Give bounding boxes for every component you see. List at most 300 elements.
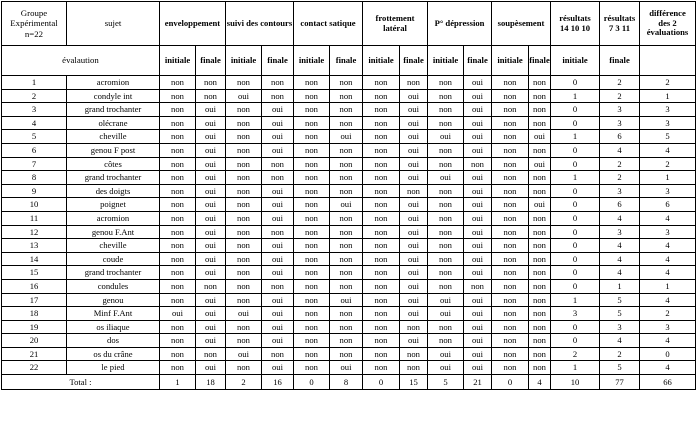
result-initial-cell: 0: [551, 76, 600, 90]
evaluation-cell: non: [400, 361, 428, 375]
evaluation-cell: non: [363, 130, 400, 144]
evaluation-cell: oui: [464, 211, 492, 225]
total-cell: 4: [529, 375, 551, 390]
evaluation-cell: oui: [196, 252, 226, 266]
evaluation-cell: non: [294, 293, 330, 307]
evaluation-cell: non: [492, 239, 529, 253]
evaluation-cell: oui: [529, 157, 551, 171]
evaluation-cell: non: [294, 171, 330, 185]
total-cell: 18: [196, 375, 226, 390]
evaluation-cell: oui: [262, 307, 294, 321]
result-initial-cell: 1: [551, 130, 600, 144]
evaluation-cell: oui: [262, 211, 294, 225]
subject-header: sujet: [67, 2, 160, 46]
evaluation-cell: non: [330, 211, 363, 225]
evaluation-cell: oui: [262, 130, 294, 144]
row-number-cell: 6: [2, 143, 67, 157]
subject-cell: genou: [67, 293, 160, 307]
evaluation-cell: non: [363, 239, 400, 253]
evaluation-cell: oui: [196, 116, 226, 130]
evaluation-cell: non: [330, 157, 363, 171]
evaluation-cell: oui: [428, 171, 464, 185]
evaluation-cell: non: [492, 89, 529, 103]
phase-initiale: initiale: [226, 46, 262, 76]
evaluation-cell: oui: [330, 361, 363, 375]
table-row: [2, 252, 696, 266]
result-initial-cell: 0: [551, 211, 600, 225]
evaluation-cell: non: [330, 184, 363, 198]
phase-finale: finale: [330, 46, 363, 76]
evaluation-cell: non: [160, 347, 196, 361]
evaluation-cell: non: [428, 320, 464, 334]
evaluation-cell: non: [363, 266, 400, 280]
evaluation-cell: non: [330, 116, 363, 130]
result-final-cell: 5: [600, 361, 640, 375]
table-row: [2, 225, 696, 239]
evaluation-cell: non: [428, 279, 464, 293]
result-initial-cell: 0: [551, 279, 600, 293]
evaluation-cell: non: [160, 198, 196, 212]
phase-finale: finale: [262, 46, 294, 76]
evaluation-cell: non: [363, 76, 400, 90]
evaluation-cell: non: [226, 225, 262, 239]
table-row: [2, 130, 696, 144]
evaluation-cell: non: [363, 143, 400, 157]
evaluation-cell: oui: [330, 130, 363, 144]
result-initial-cell: 1: [551, 89, 600, 103]
subject-cell: dos: [67, 334, 160, 348]
evaluation-cell: oui: [464, 184, 492, 198]
evaluation-cell: oui: [464, 103, 492, 117]
test-header-contact-satique: contact satique: [294, 2, 363, 46]
evaluation-cell: non: [363, 171, 400, 185]
evaluation-cell: oui: [226, 347, 262, 361]
header-row-phases: [2, 46, 696, 76]
group-header: Groupe Expérimental n=22: [2, 2, 67, 46]
evaluation-cell: oui: [464, 239, 492, 253]
evaluation-cell: non: [330, 347, 363, 361]
evaluation-cell: non: [492, 76, 529, 90]
evaluation-cell: non: [160, 211, 196, 225]
evaluation-cell: non: [294, 89, 330, 103]
difference-header: différence des 2 évaluations: [640, 2, 696, 46]
evaluation-cell: oui: [196, 307, 226, 321]
evaluation-cell: non: [160, 239, 196, 253]
evaluation-cell: non: [262, 225, 294, 239]
row-number-cell: 15: [2, 266, 67, 280]
test-header-suivi-des-contours: suivi des contours: [226, 2, 294, 46]
evaluation-cell: non: [492, 157, 529, 171]
difference-cell: 3: [640, 320, 696, 334]
result-initial-cell: 0: [551, 334, 600, 348]
evaluation-cell: non: [363, 307, 400, 321]
total-cell: 8: [330, 375, 363, 390]
evaluation-cell: non: [492, 184, 529, 198]
evaluation-header: évalaution: [2, 46, 160, 76]
result-final-cell: 6: [600, 198, 640, 212]
subject-cell: condyle int: [67, 89, 160, 103]
evaluation-cell: oui: [529, 198, 551, 212]
evaluation-cell: oui: [428, 307, 464, 321]
table-row: [2, 198, 696, 212]
difference-cell: 3: [640, 225, 696, 239]
result-final-cell: 2: [600, 171, 640, 185]
evaluation-cell: non: [262, 89, 294, 103]
evaluation-cell: non: [160, 225, 196, 239]
result-initial-cell: 0: [551, 225, 600, 239]
row-number-cell: 18: [2, 307, 67, 321]
evaluation-cell: non: [330, 266, 363, 280]
evaluation-cell: oui: [400, 279, 428, 293]
evaluation-cell: non: [492, 252, 529, 266]
evaluation-cell: non: [226, 157, 262, 171]
evaluation-cell: non: [226, 198, 262, 212]
evaluation-cell: non: [262, 279, 294, 293]
evaluation-cell: non: [529, 320, 551, 334]
evaluation-cell: non: [400, 76, 428, 90]
evaluation-cell: non: [294, 252, 330, 266]
evaluation-cell: non: [294, 116, 330, 130]
evaluation-cell: non: [262, 347, 294, 361]
subject-cell: Minf F.Ant: [67, 307, 160, 321]
result-final-cell: 4: [600, 252, 640, 266]
evaluation-cell: oui: [464, 225, 492, 239]
result-final-cell: 4: [600, 239, 640, 253]
table-row: [2, 266, 696, 280]
evaluation-table: [1, 1, 696, 390]
test-header-enveloppement: enveloppement: [160, 2, 226, 46]
test-header-soupesement: soupèsement: [492, 2, 551, 46]
evaluation-cell: oui: [428, 293, 464, 307]
evaluation-cell: non: [428, 76, 464, 90]
evaluation-cell: oui: [262, 184, 294, 198]
result-final-cell: 5: [600, 293, 640, 307]
row-number-cell: 2: [2, 89, 67, 103]
evaluation-cell: non: [428, 157, 464, 171]
evaluation-cell: non: [160, 320, 196, 334]
evaluation-cell: non: [226, 266, 262, 280]
subject-cell: genou F post: [67, 143, 160, 157]
row-number-cell: 22: [2, 361, 67, 375]
evaluation-cell: non: [160, 279, 196, 293]
evaluation-cell: oui: [464, 334, 492, 348]
table-row: [2, 320, 696, 334]
evaluation-cell: oui: [196, 239, 226, 253]
subject-cell: des doigts: [67, 184, 160, 198]
evaluation-cell: non: [330, 252, 363, 266]
row-number-cell: 13: [2, 239, 67, 253]
evaluation-cell: oui: [400, 143, 428, 157]
evaluation-cell: non: [529, 116, 551, 130]
evaluation-cell: non: [226, 76, 262, 90]
evaluation-cell: oui: [262, 252, 294, 266]
subject-cell: cheville: [67, 130, 160, 144]
evaluation-cell: non: [262, 157, 294, 171]
difference-cell: 4: [640, 361, 696, 375]
subject-cell: coude: [67, 252, 160, 266]
total-result-final: 77: [600, 375, 640, 390]
evaluation-cell: non: [529, 211, 551, 225]
evaluation-cell: oui: [226, 89, 262, 103]
row-number-cell: 12: [2, 225, 67, 239]
difference-cell: 4: [640, 239, 696, 253]
evaluation-cell: oui: [464, 361, 492, 375]
evaluation-cell: non: [363, 320, 400, 334]
evaluation-cell: oui: [400, 89, 428, 103]
evaluation-cell: non: [363, 361, 400, 375]
evaluation-cell: non: [428, 198, 464, 212]
phase-initiale: initiale: [160, 46, 196, 76]
subject-cell: acromion: [67, 211, 160, 225]
table-row: [2, 361, 696, 375]
table-row: [2, 157, 696, 171]
evaluation-cell: non: [160, 130, 196, 144]
evaluation-cell: non: [226, 252, 262, 266]
evaluation-cell: oui: [400, 307, 428, 321]
result-final-cell: 4: [600, 143, 640, 157]
difference-cell: 3: [640, 116, 696, 130]
evaluation-cell: non: [226, 184, 262, 198]
evaluation-cell: oui: [400, 334, 428, 348]
evaluation-cell: oui: [464, 89, 492, 103]
table-row: [2, 76, 696, 90]
subject-cell: os du crâne: [67, 347, 160, 361]
table-row: [2, 293, 696, 307]
phase-finale: finale: [464, 46, 492, 76]
row-number-cell: 10: [2, 198, 67, 212]
total-difference: 66: [640, 375, 696, 390]
table-row: [2, 171, 696, 185]
evaluation-cell: oui: [400, 252, 428, 266]
evaluation-cell: non: [294, 225, 330, 239]
evaluation-cell: non: [529, 184, 551, 198]
phase-finale: finale: [400, 46, 428, 76]
evaluation-cell: non: [529, 361, 551, 375]
evaluation-cell: oui: [529, 130, 551, 144]
evaluation-cell: non: [294, 307, 330, 321]
difference-cell: 4: [640, 334, 696, 348]
evaluation-cell: non: [428, 239, 464, 253]
subject-cell: côtes: [67, 157, 160, 171]
evaluation-cell: non: [294, 103, 330, 117]
table-row: [2, 89, 696, 103]
row-number-cell: 17: [2, 293, 67, 307]
table-row: [2, 239, 696, 253]
evaluation-cell: non: [226, 334, 262, 348]
evaluation-cell: oui: [226, 307, 262, 321]
result-initial-cell: 0: [551, 103, 600, 117]
difference-cell: 4: [640, 266, 696, 280]
evaluation-cell: non: [492, 307, 529, 321]
evaluation-cell: oui: [464, 347, 492, 361]
evaluation-cell: oui: [196, 293, 226, 307]
total-row: [2, 375, 696, 390]
phase-initiale: initiale: [294, 46, 330, 76]
evaluation-cell: non: [330, 171, 363, 185]
evaluation-cell: non: [330, 279, 363, 293]
evaluation-cell: oui: [262, 239, 294, 253]
result-initial-cell: 0: [551, 184, 600, 198]
evaluation-cell: oui: [400, 211, 428, 225]
evaluation-cell: non: [363, 293, 400, 307]
evaluation-cell: non: [226, 116, 262, 130]
evaluation-cell: oui: [330, 198, 363, 212]
evaluation-cell: non: [226, 320, 262, 334]
evaluation-cell: non: [492, 130, 529, 144]
evaluation-cell: oui: [400, 157, 428, 171]
evaluation-cell: non: [160, 266, 196, 280]
result-final-cell: 4: [600, 266, 640, 280]
evaluation-cell: oui: [330, 293, 363, 307]
evaluation-cell: oui: [196, 143, 226, 157]
evaluation-cell: non: [226, 293, 262, 307]
evaluation-cell: non: [294, 143, 330, 157]
evaluation-cell: oui: [262, 361, 294, 375]
evaluation-cell: non: [294, 198, 330, 212]
evaluation-cell: non: [196, 76, 226, 90]
evaluation-cell: oui: [400, 171, 428, 185]
evaluation-table-sheet: [1, 1, 696, 390]
evaluation-cell: oui: [262, 103, 294, 117]
evaluation-cell: non: [492, 116, 529, 130]
evaluation-cell: non: [196, 347, 226, 361]
evaluation-cell: non: [330, 225, 363, 239]
difference-cell: 2: [640, 307, 696, 321]
subject-cell: cheville: [67, 239, 160, 253]
result-final-cell: 4: [600, 211, 640, 225]
evaluation-cell: non: [492, 347, 529, 361]
row-number-cell: 11: [2, 211, 67, 225]
result-final-cell: 3: [600, 225, 640, 239]
evaluation-cell: non: [160, 361, 196, 375]
evaluation-cell: non: [226, 103, 262, 117]
evaluation-cell: oui: [196, 171, 226, 185]
total-cell: 0: [492, 375, 529, 390]
result-final-cell: 4: [600, 334, 640, 348]
evaluation-cell: non: [294, 130, 330, 144]
result-final-cell: 3: [600, 103, 640, 117]
evaluation-cell: non: [428, 116, 464, 130]
total-cell: 0: [294, 375, 330, 390]
evaluation-cell: oui: [196, 320, 226, 334]
evaluation-cell: non: [400, 347, 428, 361]
difference-cell: 1: [640, 279, 696, 293]
evaluation-cell: non: [160, 103, 196, 117]
evaluation-cell: non: [492, 171, 529, 185]
result-final-cell: 5: [600, 307, 640, 321]
evaluation-cell: non: [294, 184, 330, 198]
table-row: [2, 347, 696, 361]
evaluation-cell: non: [294, 157, 330, 171]
evaluation-cell: non: [160, 157, 196, 171]
evaluation-cell: non: [363, 184, 400, 198]
table-row: [2, 184, 696, 198]
evaluation-cell: oui: [464, 143, 492, 157]
evaluation-cell: non: [363, 198, 400, 212]
result-final-cell: 2: [600, 347, 640, 361]
evaluation-cell: oui: [464, 252, 492, 266]
subject-cell: le pied: [67, 361, 160, 375]
evaluation-cell: non: [529, 239, 551, 253]
evaluation-cell: non: [160, 76, 196, 90]
result-initial-header: résultats 14 10 10: [551, 2, 600, 46]
subject-cell: grand trochanter: [67, 266, 160, 280]
evaluation-cell: oui: [160, 307, 196, 321]
subject-cell: poignet: [67, 198, 160, 212]
evaluation-cell: oui: [196, 266, 226, 280]
result-initial-cell: 0: [551, 143, 600, 157]
table-row: [2, 334, 696, 348]
evaluation-cell: non: [363, 334, 400, 348]
total-cell: 1: [160, 375, 196, 390]
result-final-cell: 2: [600, 157, 640, 171]
subject-cell: condules: [67, 279, 160, 293]
evaluation-cell: non: [330, 143, 363, 157]
evaluation-cell: non: [294, 334, 330, 348]
row-number-cell: 7: [2, 157, 67, 171]
evaluation-cell: non: [529, 334, 551, 348]
row-number-cell: 3: [2, 103, 67, 117]
evaluation-cell: non: [492, 103, 529, 117]
result-final-cell: 3: [600, 184, 640, 198]
evaluation-cell: oui: [400, 225, 428, 239]
evaluation-cell: non: [294, 361, 330, 375]
evaluation-cell: non: [262, 171, 294, 185]
row-number-cell: 4: [2, 116, 67, 130]
evaluation-cell: oui: [464, 266, 492, 280]
evaluation-cell: oui: [196, 361, 226, 375]
result-phase-finale: finale: [600, 46, 640, 76]
evaluation-cell: non: [529, 76, 551, 90]
result-final-cell: 2: [600, 89, 640, 103]
evaluation-cell: oui: [262, 143, 294, 157]
difference-cell: 4: [640, 252, 696, 266]
evaluation-cell: non: [196, 279, 226, 293]
evaluation-cell: non: [464, 279, 492, 293]
total-result-initial: 10: [551, 375, 600, 390]
evaluation-cell: oui: [262, 266, 294, 280]
subject-cell: grand trochanter: [67, 103, 160, 117]
difference-cell: 5: [640, 130, 696, 144]
result-final-cell: 1: [600, 279, 640, 293]
total-cell: 21: [464, 375, 492, 390]
difference-cell: 3: [640, 103, 696, 117]
evaluation-cell: non: [428, 225, 464, 239]
evaluation-cell: non: [226, 143, 262, 157]
table-row: [2, 279, 696, 293]
result-final-cell: 3: [600, 320, 640, 334]
evaluation-cell: non: [492, 211, 529, 225]
result-final-cell: 2: [600, 76, 640, 90]
evaluation-cell: non: [428, 89, 464, 103]
total-cell: 5: [428, 375, 464, 390]
evaluation-cell: non: [226, 361, 262, 375]
result-initial-cell: 1: [551, 171, 600, 185]
evaluation-cell: non: [160, 116, 196, 130]
evaluation-cell: non: [160, 334, 196, 348]
evaluation-cell: oui: [196, 225, 226, 239]
evaluation-cell: non: [529, 293, 551, 307]
subject-cell: grand trochanter: [67, 171, 160, 185]
table-body: [2, 76, 696, 375]
evaluation-cell: non: [330, 103, 363, 117]
evaluation-cell: non: [492, 361, 529, 375]
evaluation-cell: non: [464, 157, 492, 171]
evaluation-cell: non: [160, 143, 196, 157]
evaluation-cell: oui: [262, 293, 294, 307]
evaluation-cell: oui: [400, 130, 428, 144]
phase-finale: finale: [196, 46, 226, 76]
